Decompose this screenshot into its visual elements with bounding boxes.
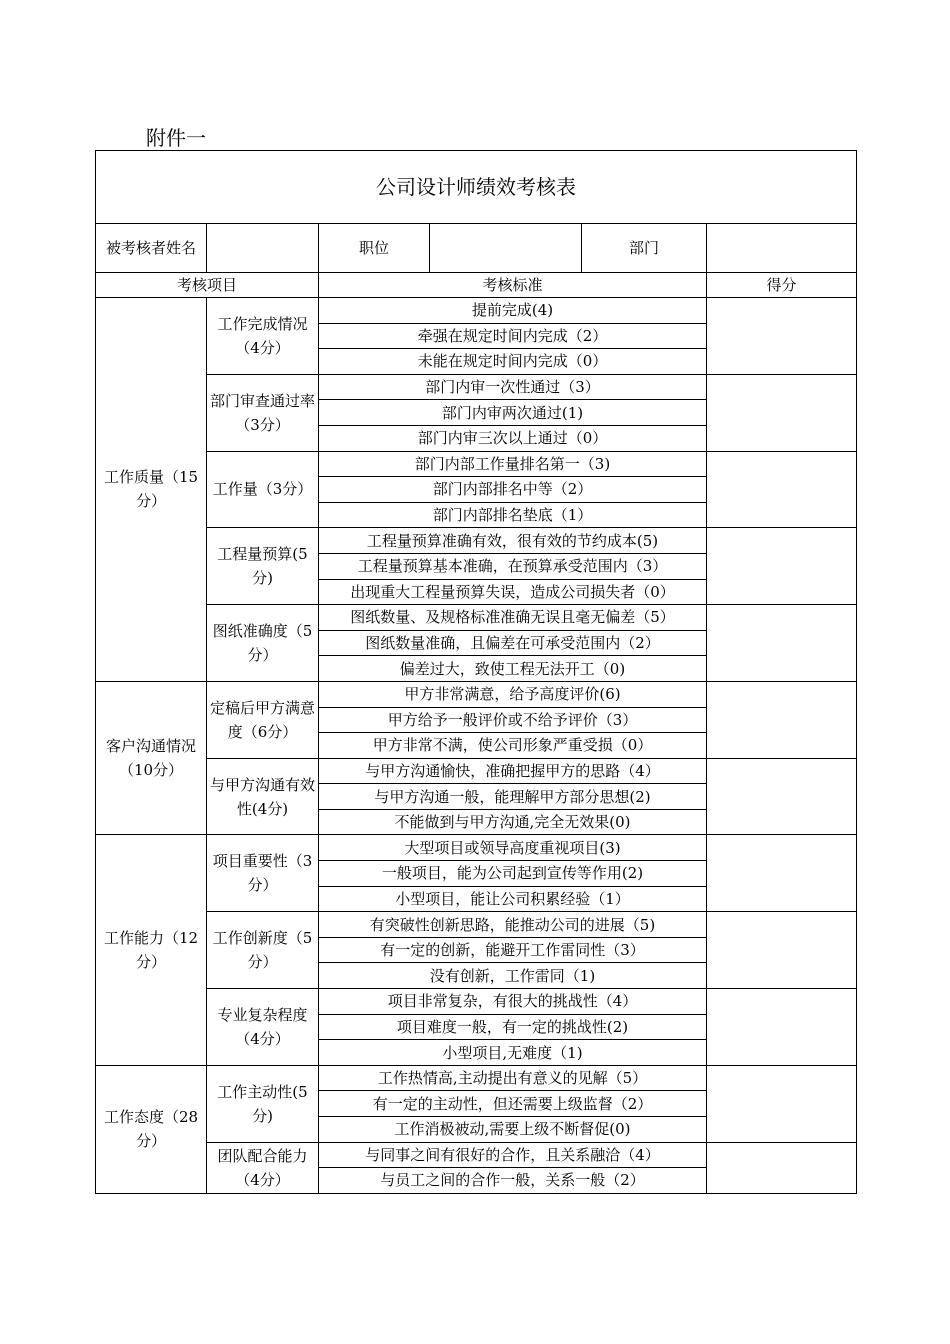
criterion-row <box>96 1142 857 1168</box>
criterion-text: 部门内审三次以上通过（0） <box>319 425 707 451</box>
category-name: 客户沟通情况（10分） <box>96 681 207 835</box>
criterion-text: 牵强在规定时间内完成（2） <box>319 323 707 349</box>
criterion-text: 工作热情高,主动提出有意义的见解（5） <box>319 1065 707 1091</box>
score-cell[interactable] <box>707 528 857 605</box>
header-score: 得分 <box>707 273 857 298</box>
criterion-row <box>96 528 857 554</box>
department-label: 部门 <box>582 224 707 273</box>
item-name: 工作创新度（5分） <box>207 912 319 989</box>
performance-appraisal-table <box>95 150 857 1194</box>
criterion-text: 图纸数量、及规格标准准确无误且毫无偏差（5） <box>319 605 707 631</box>
item-name: 与甲方沟通有效性(4分) <box>207 758 319 835</box>
department-field[interactable] <box>707 224 857 273</box>
name-field[interactable] <box>207 224 319 273</box>
attachment-label: 附件一 <box>146 126 206 150</box>
criterion-text: 有一定的主动性，但还需要上级监督（2） <box>319 1091 707 1117</box>
criterion-text: 不能做到与甲方沟通,完全无效果(0) <box>319 809 707 835</box>
criterion-text: 甲方给予一般评价或不给予评价（3） <box>319 707 707 733</box>
criterion-text: 有一定的创新，能避开工作雷同性（3） <box>319 937 707 963</box>
name-label: 被考核者姓名 <box>96 224 207 273</box>
item-name: 图纸准确度（5分） <box>207 605 319 682</box>
criterion-text: 有突破性创新思路，能推动公司的进展（5) <box>319 912 707 938</box>
item-name: 工程量预算(5分) <box>207 528 319 605</box>
criterion-row <box>96 835 857 861</box>
score-cell[interactable] <box>707 1142 857 1193</box>
criterion-row <box>96 989 857 1015</box>
criterion-text: 偏差过大，致使工程无法开工（0) <box>319 656 707 682</box>
category-name: 工作质量（15分） <box>96 298 207 682</box>
criterion-text: 图纸数量准确，且偏差在可承受范围内（2） <box>319 630 707 656</box>
score-cell[interactable] <box>707 298 857 375</box>
item-name: 工作主动性(5分) <box>207 1065 319 1142</box>
criterion-text: 部门内部排名中等（2） <box>319 477 707 503</box>
item-name: 工作完成情况（4分） <box>207 298 319 375</box>
criterion-text: 工程量预算基本准确，在预算承受范围内（3） <box>319 553 707 579</box>
criterion-text: 部门内部排名垫底（1） <box>319 502 707 528</box>
criterion-row <box>96 681 857 707</box>
criterion-text: 工作消极被动,需要上级不断督促(0) <box>319 1117 707 1143</box>
criterion-row <box>96 605 857 631</box>
item-name: 部门审查通过率（3分） <box>207 374 319 451</box>
criterion-text: 提前完成(4) <box>319 298 707 324</box>
criterion-text: 甲方非常满意，给予高度评价(6) <box>319 681 707 707</box>
category-name: 工作能力（12分） <box>96 835 207 1065</box>
criterion-text: 一般项目，能为公司起到宣传等作用(2) <box>319 861 707 887</box>
criterion-text: 小型项目，能让公司积累经验（1） <box>319 886 707 912</box>
criterion-text: 与同事之间有很好的合作，且关系融洽（4） <box>319 1142 707 1168</box>
score-cell[interactable] <box>707 605 857 682</box>
criterion-row <box>96 374 857 400</box>
item-name: 团队配合能力（4分） <box>207 1142 319 1193</box>
criterion-text: 出现重大工程量预算失误，造成公司损失者（0） <box>319 579 707 605</box>
header-item: 考核项目 <box>96 273 319 298</box>
criterion-text: 小型项目,无难度（1) <box>319 1040 707 1066</box>
criterion-text: 未能在规定时间内完成（0） <box>319 349 707 375</box>
criterion-row <box>96 912 857 938</box>
item-name: 工作量（3分） <box>207 451 319 528</box>
criterion-text: 甲方非常不满，使公司形象严重受损（0） <box>319 733 707 759</box>
criterion-text: 部门内审两次通过(1) <box>319 400 707 426</box>
criterion-text: 项目非常复杂，有很大的挑战性（4） <box>319 989 707 1015</box>
criterion-row <box>96 451 857 477</box>
score-cell[interactable] <box>707 912 857 989</box>
criterion-row <box>96 298 857 324</box>
criterion-row <box>96 758 857 784</box>
score-cell[interactable] <box>707 374 857 451</box>
criterion-text: 项目难度一般，有一定的挑战性(2) <box>319 1014 707 1040</box>
criterion-text: 没有创新，工作雷同（1) <box>319 963 707 989</box>
score-cell[interactable] <box>707 1065 857 1142</box>
category-name: 工作态度（28分） <box>96 1065 207 1193</box>
item-name: 定稿后甲方满意度（6分） <box>207 681 319 758</box>
criterion-text: 工程量预算准确有效，很有效的节约成本(5) <box>319 528 707 554</box>
item-name: 专业复杂程度（4分） <box>207 989 319 1066</box>
criterion-text: 大型项目或领导高度重视项目(3) <box>319 835 707 861</box>
position-field[interactable] <box>430 224 582 273</box>
criterion-text: 与甲方沟通愉快，准确把握甲方的思路（4） <box>319 758 707 784</box>
score-cell[interactable] <box>707 451 857 528</box>
criterion-row <box>96 1065 857 1091</box>
score-cell[interactable] <box>707 758 857 835</box>
criterion-text: 部门内部工作量排名第一（3) <box>319 451 707 477</box>
criterion-text: 部门内审一次性通过（3） <box>319 374 707 400</box>
position-label: 职位 <box>319 224 430 273</box>
score-cell[interactable] <box>707 989 857 1066</box>
score-cell[interactable] <box>707 681 857 758</box>
item-name: 项目重要性（3分） <box>207 835 319 912</box>
form-title: 公司设计师绩效考核表 <box>96 151 857 224</box>
score-cell[interactable] <box>707 835 857 912</box>
criterion-text: 与甲方沟通一般，能理解甲方部分思想(2) <box>319 784 707 810</box>
header-standard: 考核标准 <box>319 273 707 298</box>
criterion-text: 与员工之间的合作一般，关系一般（2） <box>319 1168 707 1194</box>
